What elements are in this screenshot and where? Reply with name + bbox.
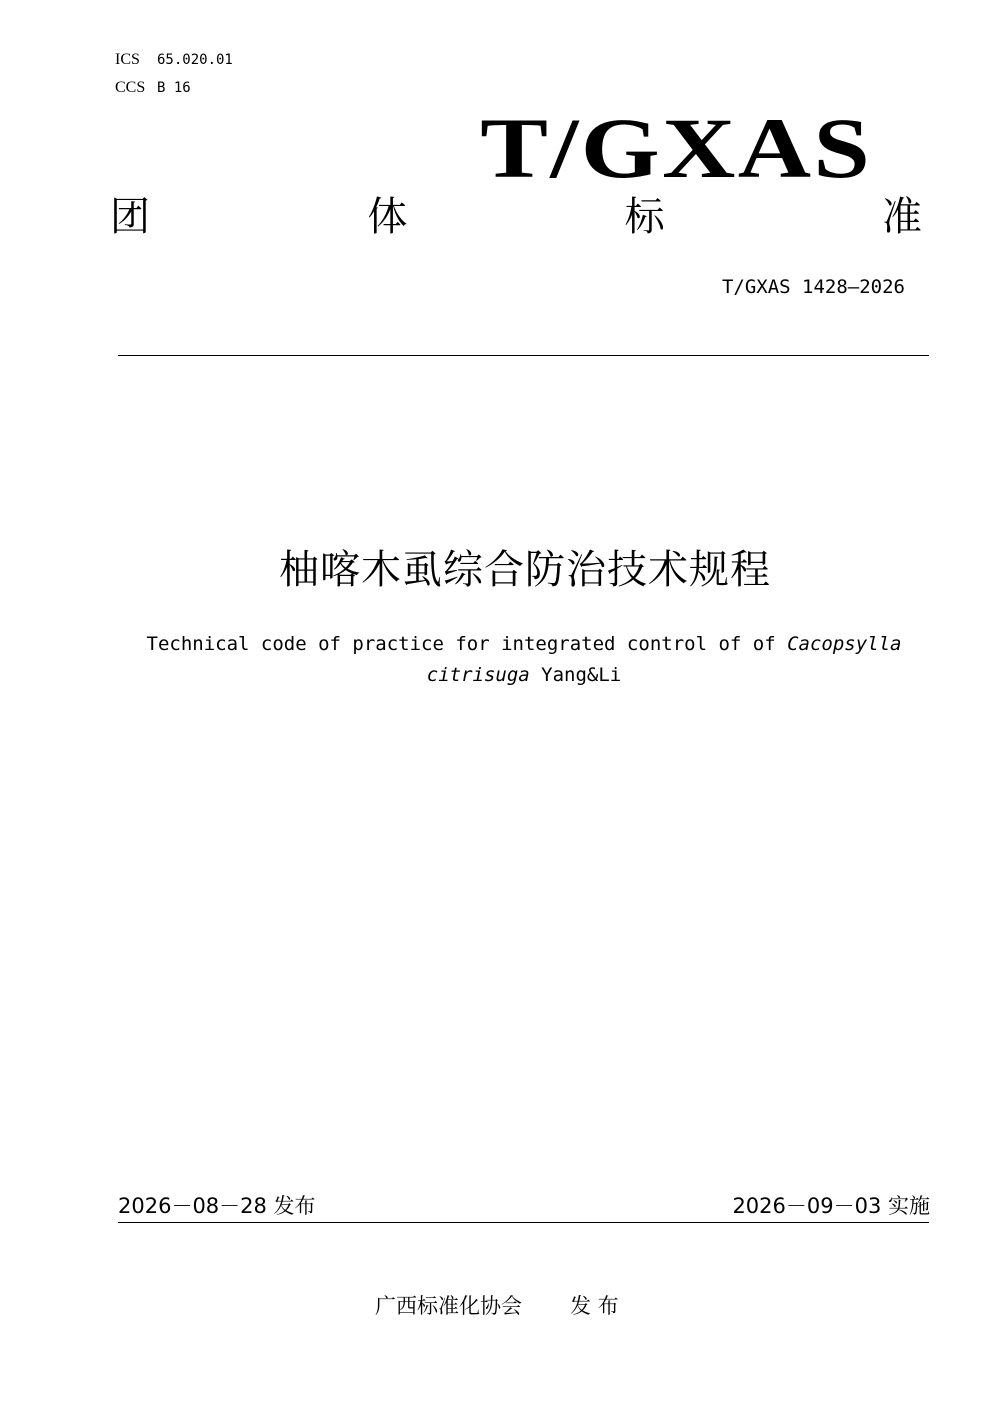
ccs-row <box>115 74 233 102</box>
implement-date: 2026－09－03 实施 <box>732 1194 930 1218</box>
standard-type-char: 准 <box>881 194 922 240</box>
english-title-text: Technical code of practice for integrated control of of <box>146 633 788 655</box>
standard-type-char: 团 <box>110 194 150 240</box>
standard-type-heading <box>110 192 922 242</box>
issue-date: 2026－08－28 发布 <box>118 1194 316 1218</box>
ics-label: ICS <box>115 51 140 68</box>
publisher-line <box>375 1290 619 1322</box>
publisher-name: 广西标准化协会 <box>375 1294 522 1318</box>
standard-logo: T/GXAS <box>480 100 872 196</box>
standard-type-char: 体 <box>367 194 408 240</box>
classification-block <box>115 46 233 102</box>
ccs-value: B 16 <box>157 80 191 96</box>
english-title <box>118 629 930 691</box>
english-title-authority: Yang&Li <box>529 664 622 686</box>
standard-type-char: 标 <box>624 194 665 240</box>
standard-code: T/GXAS 1428—2026 <box>721 276 905 298</box>
english-title-species: citrisuga <box>426 664 530 686</box>
english-title-genus: Cacopsylla <box>787 633 902 655</box>
ics-value: 65.020.01 <box>157 52 233 68</box>
english-title-line-2 <box>118 660 930 691</box>
chinese-title: 柚喀木虱综合防治技术规程 <box>279 547 771 593</box>
bottom-divider <box>118 1222 929 1223</box>
english-title-line-1 <box>118 629 930 660</box>
top-divider <box>118 355 929 356</box>
publisher-action: 发 布 <box>570 1294 619 1318</box>
ics-row <box>115 46 233 74</box>
ccs-label: CCS <box>115 79 146 96</box>
